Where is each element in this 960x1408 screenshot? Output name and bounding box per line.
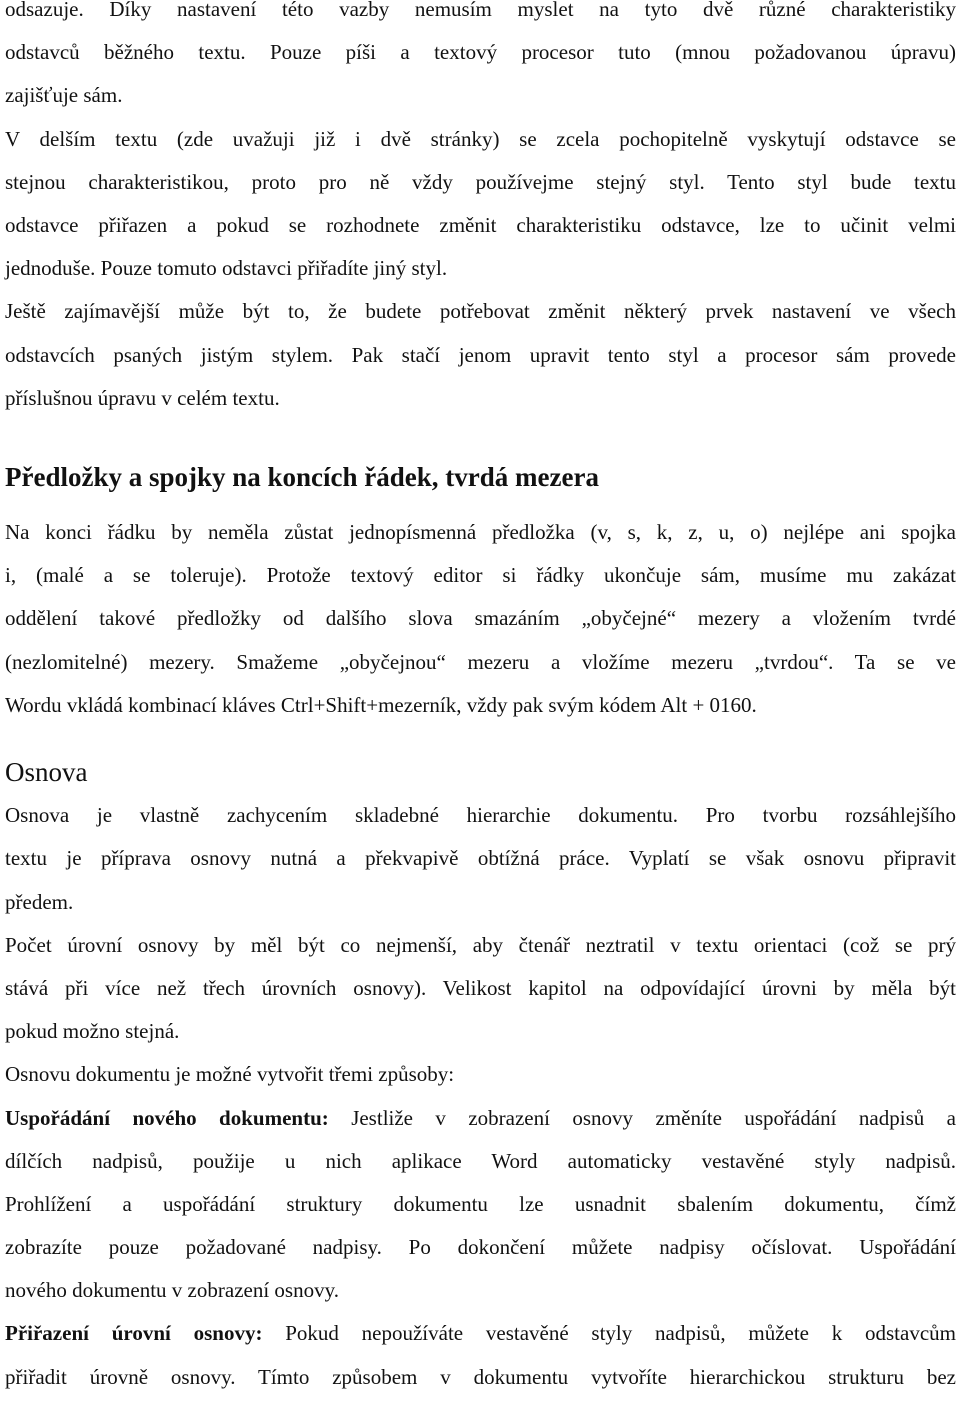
text-line: Ještě zajímavější může být to, že budete potřebovat změnit některý prvek nastavení ve všech — [5, 299, 956, 324]
text-line: Wordu vkládá kombinací kláves Ctrl+Shift+mezerník, vždy pak svým kódem Alt + 0160. — [5, 692, 757, 717]
text-line: jednoduše. Pouze tomuto odstavci přiřadíte jiný styl. — [5, 256, 448, 281]
text-line: příslušnou úpravu v celém textu. — [5, 385, 280, 410]
text-line: stává při více než třech úrovních osnovy). Velikost kapitol na odpovídající úrovni by měla být — [5, 975, 956, 1000]
text-line: textu je příprava osnovy nutná a překvapivě obtížná práce. Vyplatí se však osnovu připravit — [5, 846, 956, 871]
osnova-paragraph-1 — [5, 794, 956, 924]
text-line: stejnou charakteristikou, proto pro ně vždy používejme stejný styl. Tento styl bude textu — [5, 169, 956, 194]
bold-lead: Přiřazení úrovní osnovy: — [5, 1321, 263, 1346]
text-line: Počet úrovní osnovy by měl být co nejmenší, aby čtenář neztratil v textu orientaci (což se prý — [5, 932, 956, 957]
text-line: pokud možno stejná. — [5, 1019, 180, 1044]
text-line: přiřadit úrovně osnovy. Tímto způsobem v dokumentu vytvoříte hierarchickou strukturu bez — [5, 1364, 956, 1389]
text-run: Jestliže v zobrazení osnovy změníte uspořádání nadpisů a — [328, 1105, 956, 1130]
text-line: nového dokumentu v zobrazení osnovy. — [5, 1278, 339, 1303]
text-line: Prohlížení a uspořádání struktury dokumentu lze usnadnit sbalením dokumentu, čímž — [5, 1191, 956, 1216]
section-heading-osnova — [5, 751, 956, 794]
text-line: odstavců běžného textu. Pouze píši a textový procesor tuto (mnou požadovanou úpravu) — [5, 40, 956, 65]
osnova-paragraph-3 — [5, 1053, 956, 1096]
text-line: (nezlomitelné) mezery. Smažeme „obyčejnou“ mezeru a vložíme mezeru „tvrdou“. Ta se ve — [5, 649, 956, 674]
text-line — [5, 1097, 956, 1140]
text-line: oddělení takové předložky od dalšího slova smazáním „obyčejné“ mezery a vložením tvrdé — [5, 606, 956, 631]
text-line: odsazuje. Díky nastavení této vazby nemusím myslet na tyto dvě různé charakteristiky — [5, 0, 956, 21]
osnova-paragraph-2 — [5, 924, 956, 1054]
text-line: Na konci řádku by neměla zůstat jednopísmenná předložka (v, s, k, z, u, o) nejlépe ani spojka — [5, 520, 956, 545]
text-line — [5, 1312, 956, 1355]
text-line: V delším textu (zde uvažuji již i dvě stránky) se zcela pochopitelně vyskytují odstavce se — [5, 126, 956, 151]
osnova-heading-text: Osnova — [5, 757, 88, 788]
osnova-paragraph-4 — [5, 1097, 956, 1313]
document-page — [5, 0, 956, 1399]
text-line: Osnovu dokumentu je možné vytvořit třemi způsoby: — [5, 1062, 455, 1087]
text-line: dílčích nadpisů, použije u nich aplikace Word automaticky vestavěné styly nadpisů. — [5, 1148, 956, 1173]
bold-lead: Uspořádání nového dokumentu: — [5, 1105, 329, 1130]
text-line: zajišťuje sám. — [5, 83, 123, 108]
text-line: zobrazíte pouze požadované nadpisy. Po dokončení můžete nadpisy očíslovat. Uspořádání — [5, 1235, 956, 1260]
text-line: předem. — [5, 889, 74, 914]
spojky-paragraph — [5, 511, 956, 727]
text-line: odstavce přiřazen a pokud se rozhodnete změnit charakteristiku odstavce, lze to učinit velmi — [5, 212, 956, 237]
intro-paragraphs — [5, 0, 956, 420]
text-line: Osnova je vlastně zachycením skladebné hierarchie dokumentu. Pro tvorbu rozsáhlejšího — [5, 803, 956, 828]
osnova-paragraph-5 — [5, 1312, 956, 1398]
text-line: i, (malé a se toleruje). Protože textový editor si řádky ukončuje sám, musíme mu zakázat — [5, 563, 956, 588]
text-line: odstavcích psaných jistým stylem. Pak stačí jenom upravit tento styl a procesor sám provede — [5, 342, 956, 367]
section-heading-spojky: Předložky a spojky na koncích řádek, tvrdá mezera — [5, 461, 599, 492]
text-run: Pokud nepoužíváte vestavěné styly nadpisů, můžete k odstavcům — [262, 1321, 956, 1346]
